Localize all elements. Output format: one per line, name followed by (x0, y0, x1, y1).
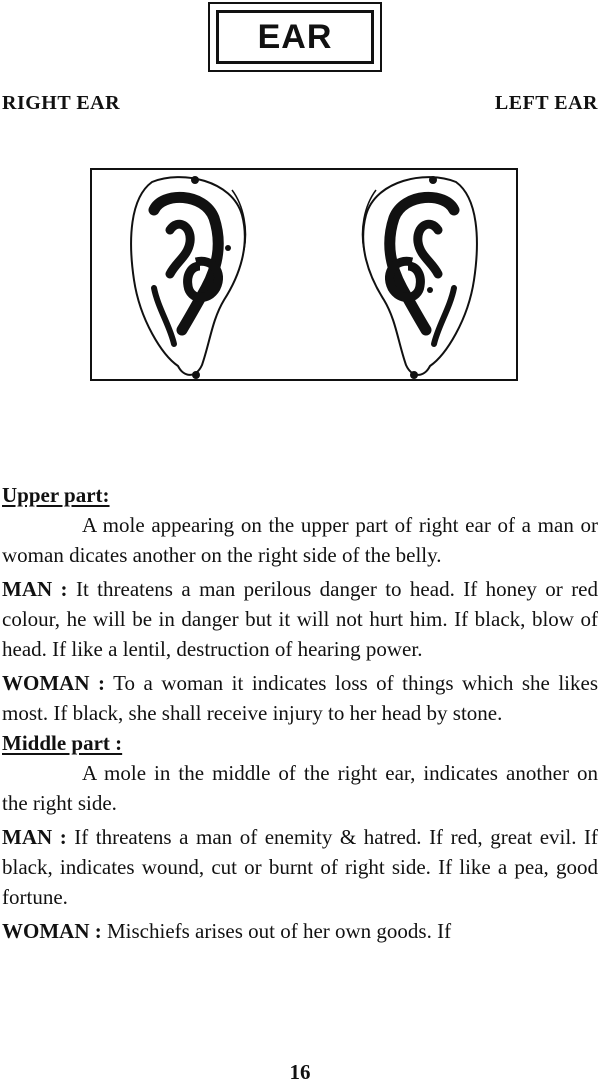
page-number: 16 (289, 1060, 311, 1084)
upper-man-paragraph (2, 574, 598, 664)
woman-text: To a woman it indicates loss of things which she likes most. If black, she shall receive injury to her head by stone. (2, 671, 599, 725)
woman-text: Mischiefs arises out of her own goods. If (106, 919, 452, 943)
section-heading-upper: Upper part: (2, 483, 110, 507)
ear-illustration (90, 168, 518, 381)
woman-label: WOMAN : (2, 671, 105, 695)
page-title: EAR (257, 17, 333, 56)
woman-label: WOMAN : (2, 919, 102, 943)
section-heading-middle: Middle part : (2, 731, 123, 755)
ear-drawing (92, 170, 516, 379)
man-text: If threatens a man of enemity & hatred. If red, great evil. If black, indicates wound, cut or burnt of right side. If like a pea, good fortune. (2, 825, 598, 909)
upper-intro: A mole appearing on the upper part of right ear of a man or woman dicates another on the right side of the belly. (2, 513, 598, 567)
upper-woman-paragraph (2, 668, 598, 728)
right-ear-drawing (131, 176, 245, 379)
man-label: MAN : (2, 577, 68, 601)
left-ear-drawing (363, 176, 477, 379)
middle-man-paragraph (2, 822, 598, 912)
right-ear-label: RIGHT EAR (2, 92, 121, 114)
middle-woman-paragraph (2, 916, 598, 946)
man-label: MAN : (2, 825, 67, 849)
middle-intro: A mole in the middle of the right ear, indicates another on the right side. (2, 761, 598, 815)
body-text (2, 480, 598, 946)
title-frame (208, 2, 382, 72)
title-inner-frame (216, 10, 374, 64)
man-text: It threatens a man perilous danger to head. If honey or red colour, he will be in danger but it will not hurt him. If black, blow of head. If like a lentil, destruction of hearing power. (2, 577, 599, 661)
left-ear-label: LEFT EAR (494, 92, 598, 114)
